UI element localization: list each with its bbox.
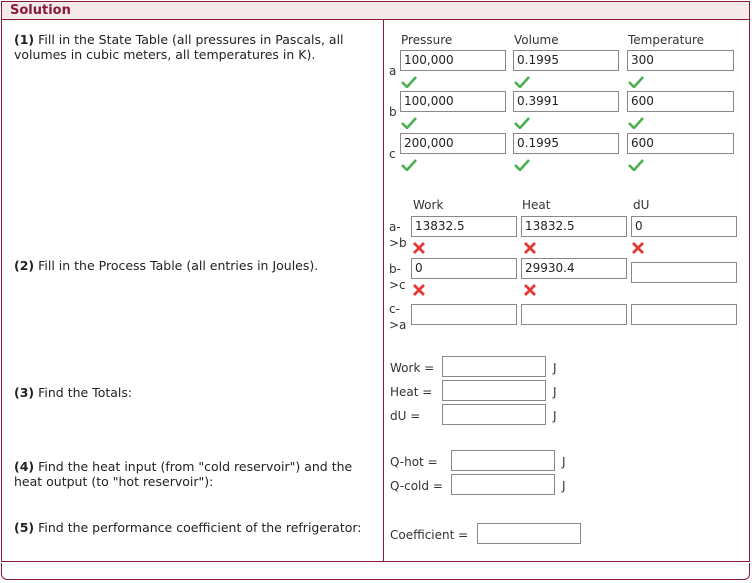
question-4-number: (4)	[14, 459, 35, 474]
question-2-number: (2)	[14, 258, 35, 273]
x-icon	[413, 284, 425, 296]
process-ca-heat-field[interactable]	[521, 304, 627, 325]
state-header-pressure: Pressure	[401, 33, 453, 47]
question-1-text: Fill in the State Table (all pressures in Pascals, all volumes in cubic meters, all temperatures in K).	[14, 32, 344, 62]
check-icon	[514, 117, 530, 129]
check-icon	[401, 76, 417, 88]
question-3	[14, 385, 376, 400]
check-icon	[628, 117, 644, 129]
process-ca-work-field[interactable]	[411, 304, 517, 325]
question-5-number: (5)	[14, 520, 35, 535]
total-work-field[interactable]	[442, 356, 546, 377]
question-1	[14, 32, 376, 62]
qcold-unit: J	[562, 479, 566, 493]
panel-footer	[1, 563, 750, 580]
state-c-pressure-field[interactable]: 200,000	[400, 133, 506, 154]
process-row-label-top: b-	[389, 262, 401, 276]
question-5-text: Find the performance coefficient of the refrigerator:	[38, 520, 362, 535]
state-a-volume-field[interactable]: 0.1995	[513, 50, 619, 71]
total-heat-field[interactable]	[442, 380, 546, 401]
process-header-du: dU	[633, 198, 650, 212]
coefficient-field[interactable]	[477, 523, 581, 544]
process-row-label-bottom: >b	[389, 236, 407, 250]
question-3-text: Find the Totals:	[38, 385, 133, 400]
column-divider	[383, 20, 384, 562]
check-icon	[514, 159, 530, 171]
total-du-unit: J	[553, 409, 557, 423]
question-4-text: Find the heat input (from "cold reservoir") and the heat output (to "hot reservoir"):	[14, 459, 353, 489]
coefficient-label: Coefficient =	[390, 528, 469, 542]
question-5	[14, 520, 376, 535]
qcold-label: Q-cold =	[390, 479, 443, 493]
process-header-work: Work	[413, 198, 444, 212]
state-a-pressure-field[interactable]: 100,000	[400, 50, 506, 71]
x-icon	[524, 242, 536, 254]
process-row-label-top: c-	[389, 302, 400, 316]
process-row-label-bottom: >c	[389, 278, 406, 292]
state-b-pressure-field[interactable]: 100,000	[400, 91, 506, 112]
process-bc-work-field[interactable]: 0	[411, 258, 517, 279]
total-work-unit: J	[553, 361, 557, 375]
process-row-label-bottom: >a	[389, 318, 407, 332]
process-ab-heat-field[interactable]: 13832.5	[521, 216, 627, 237]
process-ca-du-field[interactable]	[631, 304, 737, 325]
total-du-label: dU =	[390, 409, 421, 423]
x-icon	[524, 284, 536, 296]
process-ab-work-field[interactable]: 13832.5	[411, 216, 517, 237]
process-bc-du-field[interactable]	[631, 262, 737, 283]
state-a-temperature-field[interactable]: 300	[627, 50, 734, 71]
total-work-label: Work =	[390, 361, 435, 375]
question-1-number: (1)	[14, 32, 35, 47]
check-icon	[628, 159, 644, 171]
state-header-temperature: Temperature	[628, 33, 705, 47]
state-header-volume: Volume	[514, 33, 559, 47]
process-ab-du-field[interactable]: 0	[631, 216, 737, 237]
state-b-volume-field[interactable]: 0.3991	[513, 91, 619, 112]
state-row-label-a: a	[389, 64, 397, 78]
check-icon	[628, 76, 644, 88]
question-2	[14, 258, 376, 273]
process-bc-heat-field[interactable]: 29930.4	[521, 258, 627, 279]
check-icon	[514, 76, 530, 88]
qhot-unit: J	[562, 455, 566, 469]
qcold-field[interactable]	[451, 474, 555, 495]
process-row-label-top: a-	[389, 220, 401, 234]
state-row-label-c: c	[389, 147, 396, 161]
question-4	[14, 459, 376, 489]
x-icon	[413, 242, 425, 254]
state-row-label-b: b	[389, 105, 397, 119]
total-du-field[interactable]	[442, 404, 546, 425]
check-icon	[401, 159, 417, 171]
panel-title: Solution	[10, 3, 71, 18]
state-b-temperature-field[interactable]: 600	[627, 91, 734, 112]
state-c-volume-field[interactable]: 0.1995	[513, 133, 619, 154]
question-3-number: (3)	[14, 385, 35, 400]
process-header-heat: Heat	[522, 198, 551, 212]
x-icon	[632, 242, 644, 254]
qhot-label: Q-hot =	[390, 455, 438, 469]
qhot-field[interactable]	[451, 450, 555, 471]
question-2-text: Fill in the Process Table (all entries in Joules).	[38, 258, 319, 273]
total-heat-label: Heat =	[390, 385, 433, 399]
check-icon	[401, 117, 417, 129]
state-c-temperature-field[interactable]: 600	[627, 133, 734, 154]
total-heat-unit: J	[553, 385, 557, 399]
panel-header	[2, 2, 749, 20]
